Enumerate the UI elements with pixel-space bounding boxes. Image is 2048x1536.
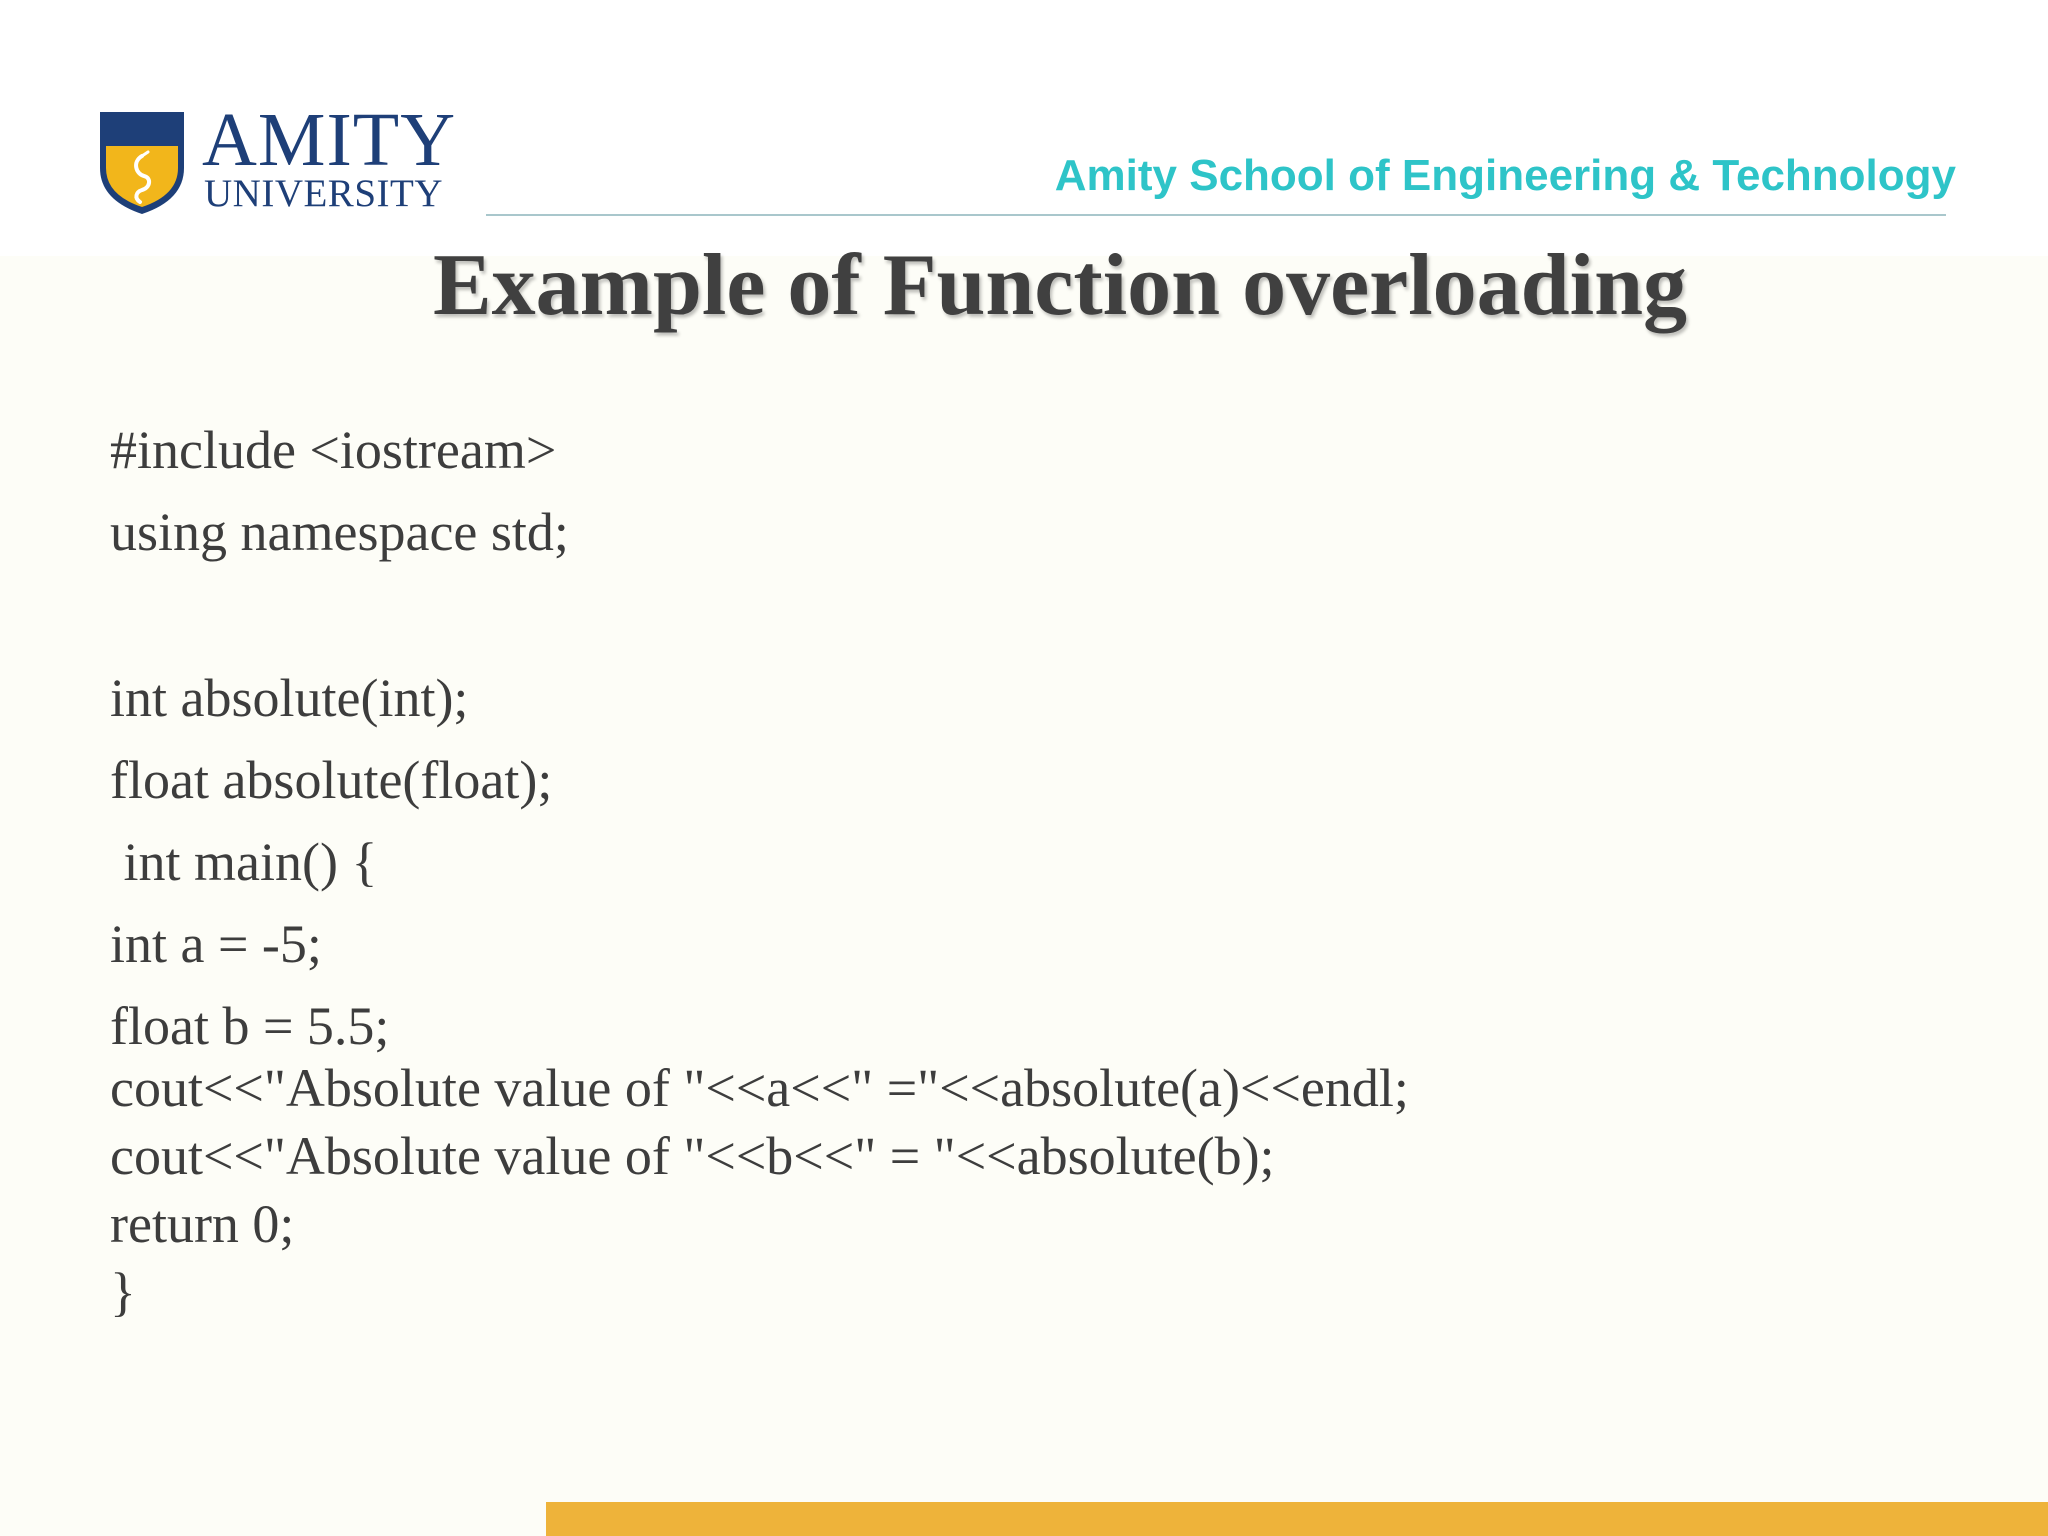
code-line: int a = -5; [110, 914, 322, 974]
amity-university-logo [96, 98, 457, 220]
code-line: int absolute(int); [110, 668, 469, 728]
code-line: cout<<"Absolute value of "<<a<<" ="<<absolute(a)<<endl; [110, 1058, 1409, 1118]
header-divider [486, 214, 1946, 216]
school-name: Amity School of Engineering & Technology [1054, 151, 1956, 200]
amity-shield-icon [96, 108, 188, 216]
code-line: return 0; [110, 1194, 295, 1254]
logo-name: AMITY [202, 98, 457, 182]
code-line: float absolute(float); [110, 750, 553, 810]
code-line: using namespace std; [110, 502, 569, 562]
logo-subtitle: UNIVERSITY [204, 172, 443, 215]
code-line: int main() { [110, 832, 378, 892]
footer-accent-bar [546, 1502, 2048, 1536]
slide-title: Example of Function overloading [432, 237, 1688, 334]
code-line: float b = 5.5; [110, 996, 390, 1056]
code-line: #include <iostream> [110, 420, 557, 480]
code-line: } [110, 1262, 136, 1322]
code-line: cout<<"Absolute value of "<<b<<" = "<<absolute(b); [110, 1126, 1275, 1186]
